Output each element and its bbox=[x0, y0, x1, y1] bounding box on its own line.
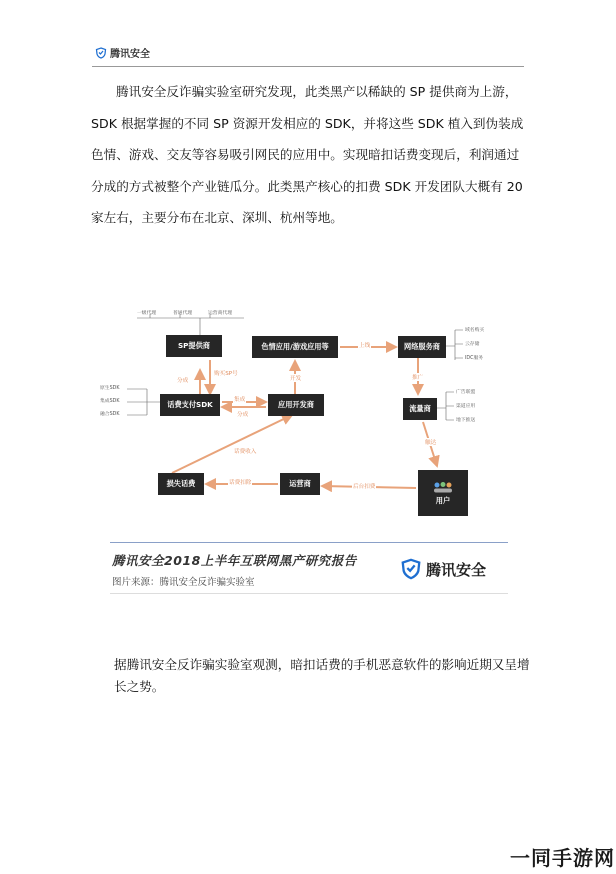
node-payment-sdk: 话费支付SDK bbox=[160, 394, 220, 416]
node-operator: 运营商 bbox=[280, 473, 320, 495]
shield-icon bbox=[95, 47, 107, 59]
note-sp-type-1: 一级代理 bbox=[137, 311, 157, 316]
note-network-type-2: 云存储 bbox=[465, 342, 480, 347]
note-sdk-type-1: 原生SDK bbox=[100, 386, 120, 391]
figure-report-title: 腾讯安全2018上半年互联网黑产研究报告 bbox=[112, 553, 357, 568]
figure-top-divider bbox=[110, 542, 508, 543]
label-sdk-to-dev: 集成 bbox=[234, 397, 246, 403]
label-user-to-operator: 后台扣费 bbox=[353, 484, 376, 490]
figure-bottom-divider bbox=[110, 593, 508, 594]
label-dev-to-apps: 开发 bbox=[290, 376, 302, 382]
note-sdk-type-2: 集成SDK bbox=[100, 399, 120, 404]
note-sdk-type-3: 融合SDK bbox=[100, 412, 120, 417]
watermark-site-name: 一同手游网 bbox=[510, 846, 615, 870]
node-network-provider: 网络服务商 bbox=[398, 336, 446, 358]
body-paragraph-2: 据腾讯安全反诈骗实验室观测，暗扣话费的手机恶意软件的影响近期又呈增长之势。 bbox=[114, 657, 530, 694]
header-logo bbox=[95, 45, 150, 60]
users-icon bbox=[432, 481, 454, 493]
industry-chain-diagram bbox=[90, 290, 526, 540]
header-divider bbox=[92, 66, 524, 67]
label-loss-to-sdk: 话费收入 bbox=[234, 449, 257, 455]
paragraph-1-text: 腾讯安全反诈骗实验室研究发现，此类黑产以稀缺的 SP 提供商为上游，SDK 根据掌握的不同 SP 资源开发相应的 SDK，并将这些 SDK 植入到伪装成色情、游戏、交友等容易吸引网民的应用中。实现暗扣话费变现后，利润通过分成的方式被整个产业链瓜分。此类黑产核心的扣费 SDK 开发团队大概有 20 家左右，主要分布在北京、深圳、杭州等地。 bbox=[91, 84, 524, 225]
note-sp-type-2: 普通代理 bbox=[173, 311, 193, 316]
body-paragraph-1 bbox=[91, 76, 526, 234]
node-user-label: 用户 bbox=[435, 495, 451, 505]
label-traffic-to-user: 触达 bbox=[425, 440, 437, 446]
note-traffic-type-1: 广告联盟 bbox=[456, 390, 476, 395]
node-user bbox=[418, 470, 468, 516]
note-sp-type-3: 运营商代理 bbox=[208, 311, 232, 316]
label-sdk-to-sp: 购买SP号 bbox=[214, 371, 238, 377]
node-traffic-provider: 流量商 bbox=[403, 398, 437, 420]
label-network-to-traffic: 推广 bbox=[412, 375, 424, 381]
label-sp-to-sdk: 分成 bbox=[177, 378, 189, 384]
header-logo-text: 腾讯安全 bbox=[110, 49, 150, 60]
figure-source: 图片来源：腾讯安全反诈骗实验室 bbox=[112, 577, 255, 588]
label-operator-to-loss: 话费扣除 bbox=[229, 480, 252, 486]
label-dev-to-sdk: 分成 bbox=[237, 412, 249, 418]
node-apps: 色情应用/游戏应用等 bbox=[252, 336, 338, 358]
note-network-type-3: IDC服务 bbox=[465, 356, 484, 361]
figure-brand-logo bbox=[400, 558, 486, 580]
note-traffic-type-2: 渠道应用 bbox=[456, 404, 476, 409]
shield-icon bbox=[400, 558, 422, 580]
figure-brand-text: 腾讯安全 bbox=[426, 560, 487, 579]
label-apps-to-network: 上线 bbox=[359, 343, 371, 349]
node-lost-fee: 损失话费 bbox=[158, 473, 204, 495]
node-app-developer: 应用开发商 bbox=[268, 394, 324, 416]
note-network-type-1: 域名购买 bbox=[465, 328, 485, 333]
node-sp-provider: SP提供商 bbox=[166, 335, 222, 357]
note-traffic-type-3: 地下推送 bbox=[456, 418, 476, 423]
